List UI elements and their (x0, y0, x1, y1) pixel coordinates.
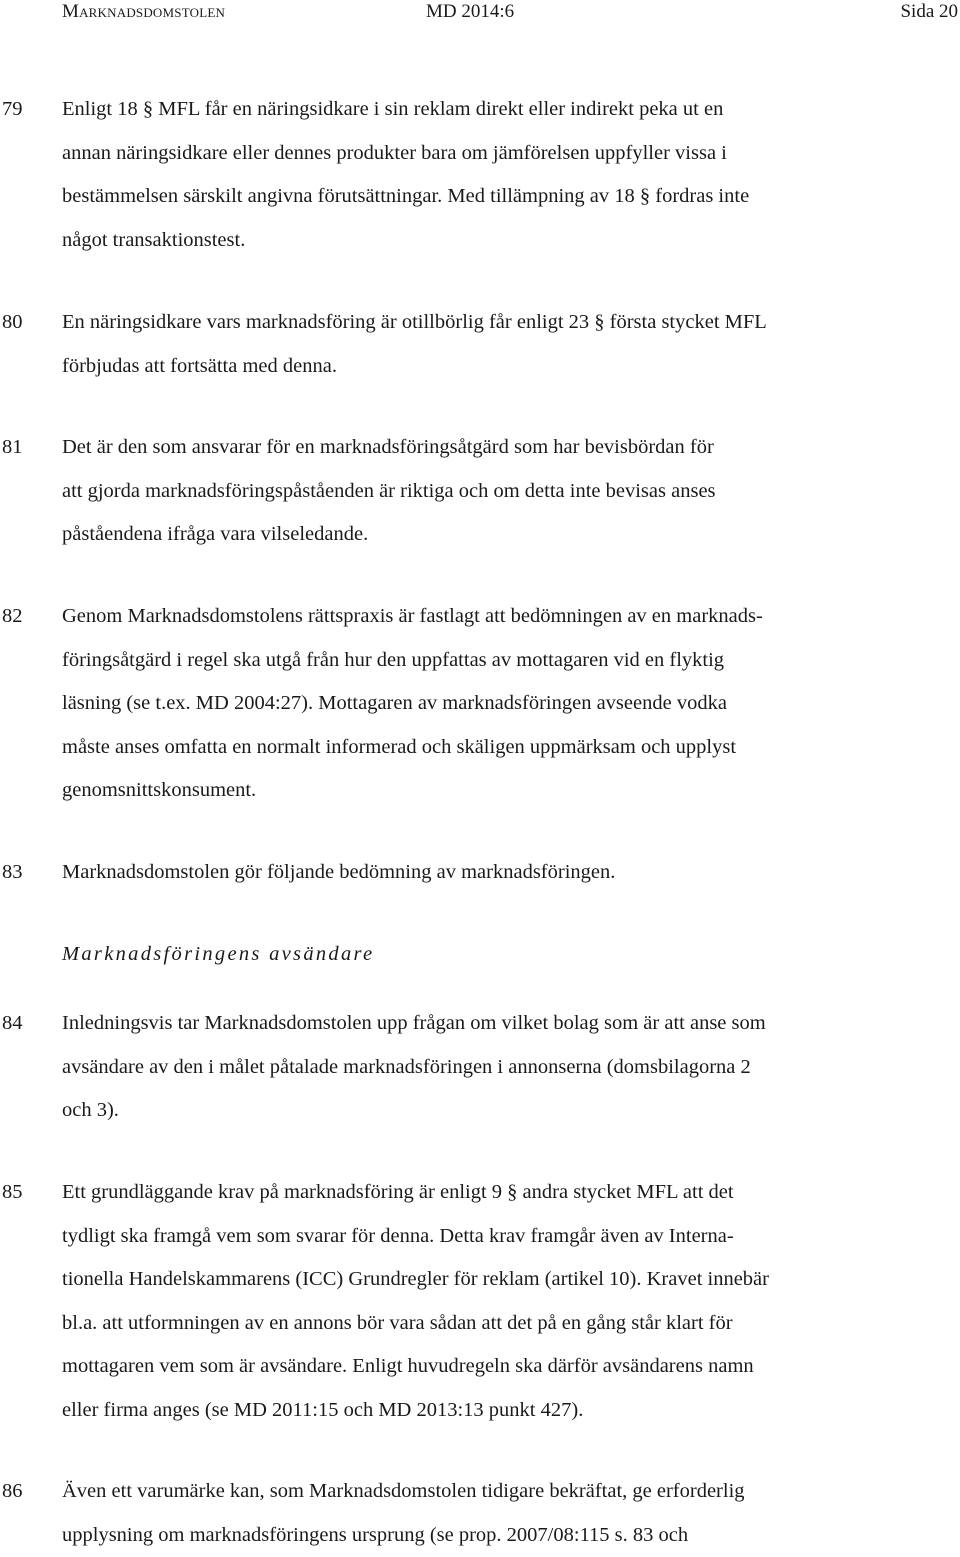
text-line: måste anses omfatta en normalt informerad och skäligen uppmärksam och upplyst (62, 726, 942, 770)
paragraph-text (62, 88, 942, 262)
paragraph-79 (0, 88, 960, 262)
text-line: och 3). (62, 1089, 942, 1133)
paragraph-85 (0, 1171, 960, 1432)
paragraph-text (62, 1002, 942, 1133)
text-line: Ett grundläggande krav på marknadsföring är enligt 9 § andra stycket MFL att det (62, 1171, 942, 1215)
text-line: Inledningsvis tar Marknadsdomstolen upp frågan om vilket bolag som är att anse som (62, 1002, 942, 1046)
text-line: Enligt 18 § MFL får en näringsidkare i sin reklam direkt eller indirekt peka ut en (62, 88, 942, 132)
text-line: något transaktionstest. (62, 219, 942, 263)
text-line: En näringsidkare vars marknadsföring är otillbörlig får enligt 23 § första stycket MFL (62, 301, 942, 345)
text-line: föringsåtgärd i regel ska utgå från hur den uppfattas av mottagaren vid en flyktig (62, 639, 942, 683)
paragraph-text (62, 426, 942, 557)
text-line: att gjorda marknadsföringspåståenden är riktiga och om detta inte bevisas anses (62, 470, 942, 514)
paragraph-text (62, 1171, 942, 1432)
paragraph-number: 86 (2, 1470, 23, 1514)
text-line: tydligt ska framgå vem som svarar för denna. Detta krav framgår även av Interna- (62, 1215, 942, 1259)
paragraph-number: 80 (2, 301, 23, 345)
paragraph-text (62, 595, 942, 813)
text-line: påståendena ifråga vara vilseledande. (62, 513, 942, 557)
text-line: genomsnittskonsument. (62, 769, 942, 813)
paragraph-82 (0, 595, 960, 813)
text-line: Det är den som ansvarar för en marknadsföringsåtgärd som har bevisbördan för (62, 426, 942, 470)
header-court-name: Marknadsdomstolen (62, 0, 225, 24)
paragraph-number: 83 (2, 851, 23, 895)
paragraph-number: 85 (2, 1171, 23, 1215)
text-line: eller firma anges (se MD 2011:15 och MD 2013:13 punkt 427). (62, 1389, 942, 1433)
text-line: förbjudas att fortsätta med denna. (62, 345, 942, 389)
section-heading: Marknadsföringens avsändare (62, 933, 374, 977)
paragraph-text (62, 1470, 942, 1557)
header-page-number: Sida 20 (900, 0, 958, 24)
paragraph-text (62, 851, 942, 895)
text-line: bestämmelsen särskilt angivna förutsättningar. Med tillämpning av 18 § fordras inte (62, 175, 942, 219)
paragraph-84 (0, 1002, 960, 1133)
paragraph-number: 84 (2, 1002, 23, 1046)
paragraph-83 (0, 851, 960, 895)
text-line: Marknadsdomstolen gör följande bedömning av marknadsföringen. (62, 851, 942, 895)
paragraph-number: 81 (2, 426, 23, 470)
text-line: läsning (se t.ex. MD 2004:27). Mottagaren av marknadsföringen avseende vodka (62, 682, 942, 726)
text-line: bl.a. att utformningen av en annons bör vara sådan att det på en gång står klart för (62, 1302, 942, 1346)
paragraph-number: 79 (2, 88, 23, 132)
paragraph-80 (0, 301, 960, 388)
text-line: mottagaren vem som är avsändare. Enligt huvudregeln ska därför avsändarens namn (62, 1345, 942, 1389)
text-line: Genom Marknadsdomstolens rättspraxis är fastlagt att bedömningen av en marknads- (62, 595, 942, 639)
text-line: avsändare av den i målet påtalade marknadsföringen i annonserna (domsbilagorna 2 (62, 1046, 942, 1090)
text-line: annan näringsidkare eller dennes produkter bara om jämförelsen uppfyller vissa i (62, 132, 942, 176)
text-line: tionella Handelskammarens (ICC) Grundregler för reklam (artikel 10). Kravet innebär (62, 1258, 942, 1302)
paragraph-text (62, 301, 942, 388)
text-line: Även ett varumärke kan, som Marknadsdomstolen tidigare bekräftat, ge erforderlig (62, 1470, 942, 1514)
text-line: upplysning om marknadsföringens ursprung (se prop. 2007/08:115 s. 83 och (62, 1514, 942, 1557)
page-header (0, 0, 960, 30)
header-case-number: MD 2014:6 (426, 0, 514, 24)
paragraph-81 (0, 426, 960, 557)
paragraph-number: 82 (2, 595, 23, 639)
paragraph-86 (0, 1470, 960, 1557)
